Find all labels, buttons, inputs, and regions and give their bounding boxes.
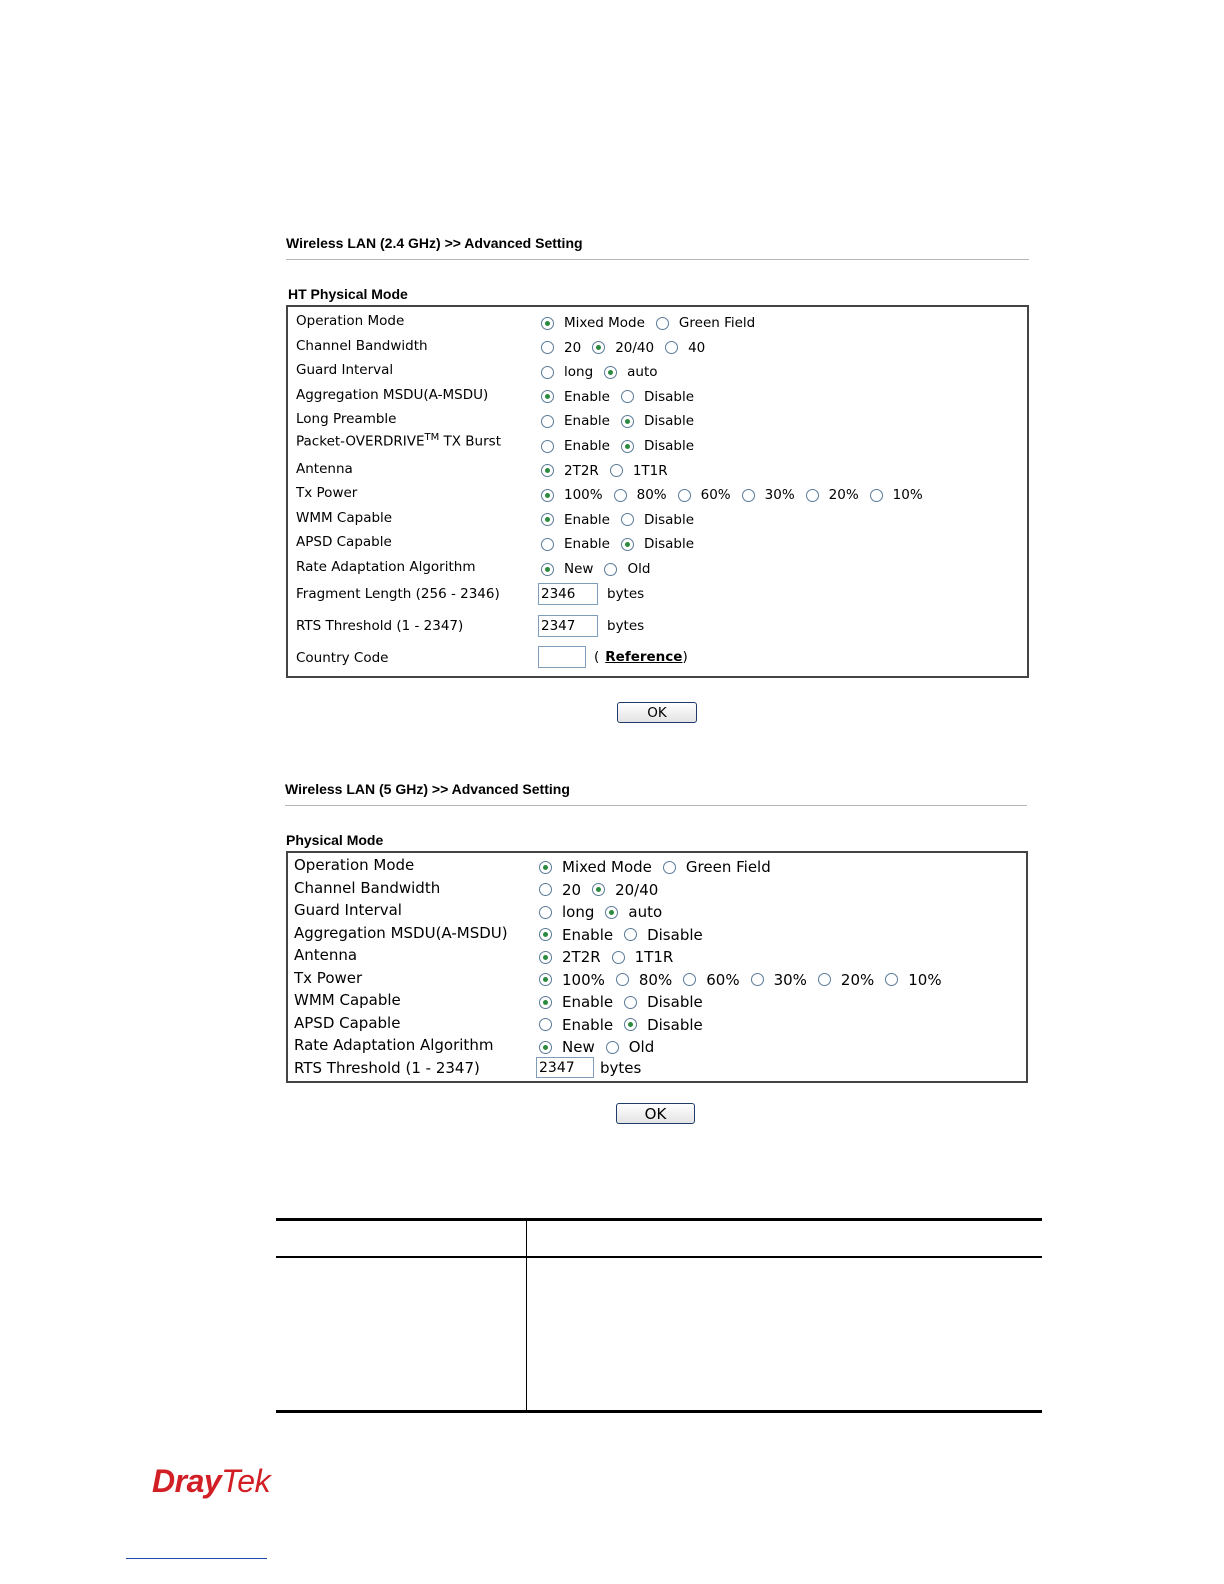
rts-threshold-label: RTS Threshold (1 - 2347) — [296, 618, 464, 634]
1t1r-radio[interactable] — [610, 464, 623, 477]
20-radio-5ghz[interactable] — [539, 883, 552, 896]
country-code-label: Country Code — [296, 650, 389, 666]
green-field-radio-5ghz[interactable] — [663, 861, 676, 874]
disable-option-label: Disable — [643, 511, 695, 528]
logo-part-tek: Tek — [221, 1463, 271, 1499]
60-radio-5ghz[interactable] — [683, 973, 696, 986]
30-option-label-5ghz: 30% — [773, 970, 807, 989]
40-radio[interactable] — [665, 341, 678, 354]
reference-link[interactable]: Reference — [605, 649, 683, 665]
rts-threshold-input[interactable] — [538, 615, 598, 637]
disable-option-label-5ghz: Disable — [647, 1015, 703, 1034]
auto-option-label-5ghz: auto — [628, 903, 663, 921]
100-option-label-5ghz: 100% — [562, 970, 605, 989]
reference-open-paren: ( — [594, 649, 600, 665]
green-field-option-label: Green Field — [678, 315, 756, 331]
20-option-label: 20 — [564, 339, 582, 356]
new-option-label-5ghz: New — [562, 1038, 595, 1056]
long-radio[interactable] — [541, 366, 554, 379]
10-radio[interactable] — [870, 489, 883, 502]
fragment-length-input[interactable] — [538, 583, 598, 605]
new-radio[interactable] — [541, 563, 554, 576]
2t2r-radio[interactable] — [541, 464, 554, 477]
100-radio[interactable] — [541, 489, 554, 502]
apsd-capable-label-5ghz: APSD Capable — [294, 1013, 401, 1032]
label-suffix: TX Burst — [439, 433, 501, 450]
packet-overdrive-tx-burst-row — [288, 432, 1027, 461]
10-option-label-5ghz: 10% — [908, 970, 942, 989]
ok-button[interactable]: OK — [617, 702, 697, 723]
old-radio[interactable] — [604, 563, 617, 576]
30-option-label: 30% — [764, 487, 795, 504]
old-radio-5ghz[interactable] — [606, 1041, 619, 1054]
apsd-capable-label: APSD Capable — [296, 534, 392, 551]
packet-overdrive-tx-burst-label — [296, 432, 501, 450]
long-radio-5ghz[interactable] — [539, 906, 552, 919]
table-header-rule — [276, 1256, 1042, 1258]
disable-radio-5ghz[interactable] — [624, 928, 637, 941]
label-prefix: Packet-OVERDRIVE — [296, 433, 425, 450]
fragment-length-unit: bytes — [607, 586, 645, 602]
wmm-capable-label-5ghz: WMM Capable — [294, 991, 401, 1009]
old-option-label-5ghz: Old — [628, 1038, 655, 1056]
enable-radio-5ghz[interactable] — [539, 996, 552, 1009]
disable-option-label: Disable — [643, 413, 695, 430]
rate-adaptation-algorithm-row — [288, 559, 1027, 584]
enable-radio[interactable] — [541, 415, 554, 428]
antenna-label-5ghz: Antenna — [294, 946, 358, 964]
auto-option-label: auto — [627, 364, 658, 381]
enable-option-label-5ghz: Enable — [562, 925, 614, 944]
enable-option-label: Enable — [564, 388, 610, 405]
antenna-row — [288, 461, 1027, 486]
20-40-radio-5ghz[interactable] — [592, 883, 605, 896]
rts-threshold-unit-5ghz: bytes — [600, 1058, 642, 1077]
guard-interval-label: Guard Interval — [296, 362, 394, 379]
tx-power-label: Tx Power — [296, 485, 358, 502]
new-radio-5ghz[interactable] — [539, 1041, 552, 1054]
tx-power-label-5ghz: Tx Power — [294, 968, 363, 987]
enable-radio[interactable] — [541, 513, 554, 526]
enable-option-label: Enable — [564, 536, 610, 553]
logo-part-dray: Dray — [152, 1463, 222, 1499]
100-radio-5ghz[interactable] — [539, 973, 552, 986]
long-option-label: long — [564, 364, 594, 381]
mixed-mode-radio-5ghz[interactable] — [539, 861, 552, 874]
80-option-label: 80% — [636, 487, 667, 504]
operation-mode-row — [288, 313, 1027, 338]
wmm-capable-row — [288, 510, 1027, 535]
aggregation-msdu-a-msdu-label-5ghz: Aggregation MSDU(A-MSDU) — [294, 923, 508, 942]
antenna-row-5ghz — [288, 946, 1026, 969]
20-option-label-5ghz: 20 — [562, 880, 582, 899]
1t1r-option-label: 1T1R — [632, 462, 668, 479]
tx-power-row — [288, 485, 1027, 510]
20-radio-5ghz[interactable] — [818, 973, 831, 986]
20-radio[interactable] — [541, 341, 554, 354]
20-option-label: 20% — [828, 487, 859, 504]
panel-title-5ghz: Physical Mode — [286, 832, 384, 848]
disable-radio[interactable] — [621, 440, 634, 453]
auto-radio[interactable] — [604, 366, 617, 379]
20-option-label-5ghz: 20% — [840, 970, 875, 989]
tx-power-row-5ghz — [288, 969, 1026, 992]
20-40-radio[interactable] — [592, 341, 605, 354]
disable-option-label: Disable — [643, 536, 695, 553]
long-preamble-label: Long Preamble — [296, 411, 397, 428]
2t2r-radio-5ghz[interactable] — [539, 951, 552, 964]
disable-option-label-5ghz: Disable — [647, 925, 703, 944]
1t1r-radio-5ghz[interactable] — [612, 951, 625, 964]
disable-option-label: Disable — [643, 388, 695, 405]
60-radio[interactable] — [678, 489, 691, 502]
ht-physical-mode-panel — [286, 305, 1029, 678]
channel-bandwidth-label: Channel Bandwidth — [296, 337, 428, 354]
long-option-label-5ghz: long — [562, 903, 595, 921]
enable-option-label: Enable — [564, 511, 610, 528]
enable-radio[interactable] — [541, 440, 554, 453]
40-option-label: 40 — [688, 339, 706, 356]
rts-threshold-row — [288, 615, 1027, 639]
fragment-length-row — [288, 583, 1027, 607]
operation-mode-row-5ghz — [288, 856, 1026, 879]
rts-threshold-row-5ghz — [288, 1057, 1026, 1079]
ok-button-5ghz[interactable]: OK — [616, 1103, 695, 1124]
disable-option-label: Disable — [643, 438, 695, 454]
20-40-option-label-5ghz: 20/40 — [615, 880, 659, 899]
old-option-label: Old — [627, 561, 651, 577]
rts-threshold-unit: bytes — [607, 618, 645, 634]
rts-threshold-label-5ghz: RTS Threshold (1 - 2347) — [294, 1059, 480, 1077]
disable-radio[interactable] — [621, 538, 634, 551]
30-radio[interactable] — [742, 489, 755, 502]
10-option-label: 10% — [892, 487, 923, 504]
fragment-length-label: Fragment Length (256 - 2346) — [296, 586, 500, 602]
guard-interval-row — [288, 362, 1027, 387]
10-radio-5ghz[interactable] — [885, 973, 898, 986]
disable-radio-5ghz[interactable] — [624, 1018, 637, 1031]
green-field-radio[interactable] — [656, 317, 669, 330]
apsd-capable-row — [288, 534, 1027, 559]
country-code-row — [288, 646, 1027, 670]
disable-radio[interactable] — [621, 415, 634, 428]
page-title: Wireless LAN (2.4 GHz) >> Advanced Setting — [286, 235, 583, 251]
apsd-capable-row-5ghz — [288, 1014, 1026, 1037]
enable-option-label-5ghz: Enable — [562, 993, 614, 1011]
disable-radio-5ghz[interactable] — [624, 996, 637, 1009]
physical-mode-panel — [286, 851, 1028, 1083]
aggregation-msdu-a-msdu-label: Aggregation MSDU(A-MSDU) — [296, 386, 489, 403]
rts-threshold-input-5ghz[interactable] — [536, 1057, 594, 1078]
reference-close-paren: ) — [682, 649, 688, 665]
60-option-label-5ghz: 60% — [706, 970, 740, 989]
trademark-superscript: TM — [424, 432, 440, 443]
aggregation-msdu-a-msdu-row — [288, 387, 1027, 412]
disable-radio[interactable] — [621, 513, 634, 526]
channel-bandwidth-label-5ghz: Channel Bandwidth — [294, 878, 441, 897]
mixed-mode-option-label: Mixed Mode — [564, 315, 645, 331]
table-column-divider — [526, 1220, 527, 1412]
mixed-mode-option-label-5ghz: Mixed Mode — [562, 858, 652, 876]
title-divider — [286, 259, 1029, 260]
operation-mode-label-5ghz: Operation Mode — [294, 856, 415, 874]
page-title-5ghz: Wireless LAN (5 GHz) >> Advanced Setting — [285, 781, 570, 797]
guard-interval-label-5ghz: Guard Interval — [294, 901, 402, 919]
enable-option-label: Enable — [564, 438, 610, 454]
aggregation-msdu-a-msdu-row-5ghz — [288, 924, 1026, 947]
disable-option-label-5ghz: Disable — [647, 993, 703, 1011]
60-option-label: 60% — [700, 487, 731, 504]
enable-option-label: Enable — [564, 413, 610, 430]
20-40-option-label: 20/40 — [615, 339, 655, 356]
2t2r-option-label-5ghz: 2T2R — [562, 948, 601, 966]
enable-radio[interactable] — [541, 538, 554, 551]
draytek-logo — [152, 1463, 270, 1500]
auto-radio-5ghz[interactable] — [605, 906, 618, 919]
rate-adaptation-algorithm-label-5ghz: Rate Adaptation Algorithm — [294, 1036, 494, 1054]
green-field-option-label-5ghz: Green Field — [685, 858, 771, 876]
mixed-mode-radio[interactable] — [541, 317, 554, 330]
2t2r-option-label: 2T2R — [564, 462, 599, 479]
guard-interval-row-5ghz — [288, 901, 1026, 924]
table-bottom-rule — [276, 1410, 1042, 1413]
enable-radio-5ghz[interactable] — [539, 1018, 552, 1031]
30-radio-5ghz[interactable] — [751, 973, 764, 986]
80-option-label-5ghz: 80% — [638, 970, 673, 989]
disable-radio[interactable] — [621, 390, 634, 403]
footer-rule — [126, 1558, 267, 1559]
rate-adaptation-algorithm-label: Rate Adaptation Algorithm — [296, 559, 476, 575]
enable-option-label-5ghz: Enable — [562, 1015, 614, 1034]
table-top-rule — [276, 1218, 1042, 1221]
panel-title: HT Physical Mode — [288, 286, 408, 302]
channel-bandwidth-row — [288, 338, 1027, 363]
antenna-label: Antenna — [296, 460, 353, 477]
80-radio[interactable] — [614, 489, 627, 502]
1t1r-option-label-5ghz: 1T1R — [634, 948, 674, 966]
title-divider-5ghz — [285, 805, 1027, 806]
20-radio[interactable] — [806, 489, 819, 502]
wmm-capable-label: WMM Capable — [296, 509, 393, 526]
80-radio-5ghz[interactable] — [616, 973, 629, 986]
operation-mode-label: Operation Mode — [296, 313, 405, 329]
country-code-input[interactable] — [538, 646, 586, 668]
new-option-label: New — [564, 561, 594, 577]
100-option-label: 100% — [564, 487, 603, 504]
enable-radio[interactable] — [541, 390, 554, 403]
wmm-capable-row-5ghz — [288, 991, 1026, 1014]
rate-adaptation-algorithm-row-5ghz — [288, 1036, 1026, 1059]
enable-radio-5ghz[interactable] — [539, 928, 552, 941]
channel-bandwidth-row-5ghz — [288, 879, 1026, 902]
